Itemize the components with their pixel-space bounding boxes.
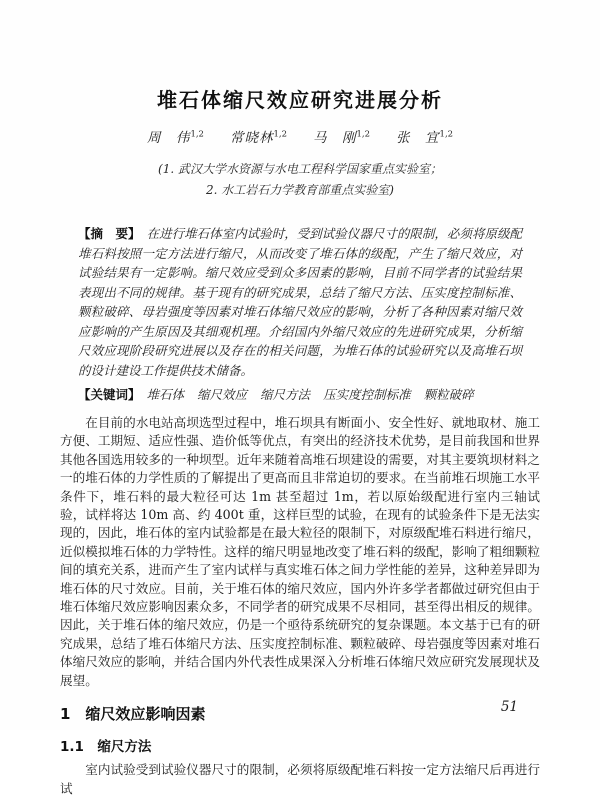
keyword: 压实度控制标准 bbox=[323, 387, 411, 402]
abstract bbox=[78, 224, 522, 380]
author-affil-sup: 1,2 bbox=[190, 129, 204, 140]
keyword: 堆石体 bbox=[146, 387, 185, 402]
paper-title: 堆石体缩尺效应研究进展分析 bbox=[157, 88, 443, 112]
keyword: 缩尺方法 bbox=[260, 387, 311, 402]
abstract-label: 【摘 要】 bbox=[78, 226, 141, 241]
abstract-text: 在进行堆石体室内试验时，受到试验仪器尺寸的限制，必须将原级配堆石料按照一定方法进行缩尺，从而改变了堆石体的级配，产生了缩尺效应，对试验结果有一定影响。缩尺效应受到众多因素的影响，目前不同学者的试验结果表现出不同的规律。基于现有的研究成果，总结了缩尺方法、压实度控制标准、颗粒破碎、母岩强度等因素对堆石体缩尺效应的影响，分析了各种因素对缩尺效应影响的产生原因及其细观机理。介绍国内外缩尺效应的先进研究成果，分析缩尺效应现阶段研究进展以及存在的相关问题，为堆石体的试验研究以及高堆石坝的设计建设工作提供技术储备。 bbox=[78, 226, 522, 378]
affiliations bbox=[60, 159, 540, 201]
author-name: 马 刚 bbox=[313, 130, 357, 146]
author-4 bbox=[396, 130, 453, 146]
author-affil-sup: 1,2 bbox=[439, 129, 454, 140]
section-1-heading: 1 缩尺效应影响因素 bbox=[60, 705, 206, 724]
author-2 bbox=[230, 130, 287, 146]
keyword: 缩尺效应 bbox=[197, 387, 248, 402]
author-name: 常晓林 bbox=[229, 130, 274, 146]
section-1-1-heading: 1.1 缩尺方法 bbox=[60, 739, 152, 756]
keywords bbox=[78, 385, 522, 404]
author-name: 周 伟 bbox=[146, 130, 191, 146]
section-1-1-paragraph: 室内试验受到试验仪器尺寸的限制，必须将原级配堆石料按一定方法缩尺后再进行试 bbox=[60, 762, 540, 796]
affiliation-line-1: (1. 武汉大学水资源与水电工程科学国家重点实验室； bbox=[158, 162, 442, 176]
keyword: 颗粒破碎 bbox=[423, 387, 474, 402]
page-number: 51 bbox=[500, 699, 518, 715]
author-affil-sup: 1,2 bbox=[273, 129, 287, 140]
intro-paragraph: 在目前的水电站高坝选型过程中，堆石坝具有断面小、安全性好、就地取材、施工方便、工期短、适应性强、造价低等优点，有突出的经济技术优势，是目前我国和世界其他各国选用较多的一种坝型。近年来随着高堆石坝建设的需要，对其主要筑坝材料之一的堆石体的力学性质的了解提出了更高而且非常迫切的要求。在当前堆石坝施工水平条件下，堆石料的最大粒径可达 1m 甚至超过 1m，若以原始级配进行室内三轴试验，试样将达 10m 高、约 400t 重，这样巨型的试验，在现有的试验条件下是无法实现的，因此，堆石体的室内试验都是在最大粒径的限制下，对原级配堆石料进行缩尺，近似模拟堆石体的力学特性。这样的缩尺明显地改变了堆石料的级配，影响了粗细颗粒间的填充关系，进而产生了室内试样与真实堆石体之间力学性能的差异，这种差异即为堆石体的尺寸效应。目前，关于堆石体的缩尺效应，国内外许多学者都做过研究但由于堆石体缩尺效应影响因素众多，不同学者的研究成果不尽相同，甚至得出相反的规律。因此，关于堆石体的缩尺效应，仍是一个亟待系统研究的复杂课题。本文基于已有的研究成果，总结了堆石体缩尺方法、压实度控制标准、颗粒破碎、母岩强度等因素对堆石体缩尺效应的影响，并结合国内外代表性成果深入分析堆石体缩尺效应研究发展现状及展望。 bbox=[60, 415, 540, 688]
author-affil-sup: 1,2 bbox=[356, 129, 371, 140]
author-name: 张 宜 bbox=[396, 130, 440, 146]
author-line bbox=[60, 126, 540, 146]
keywords-label: 【关键词】 bbox=[78, 387, 141, 402]
affiliation-line-2: 2. 水工岩石力学教育部重点实验室) bbox=[206, 183, 394, 197]
author-3 bbox=[313, 130, 370, 146]
author-1 bbox=[147, 130, 204, 146]
